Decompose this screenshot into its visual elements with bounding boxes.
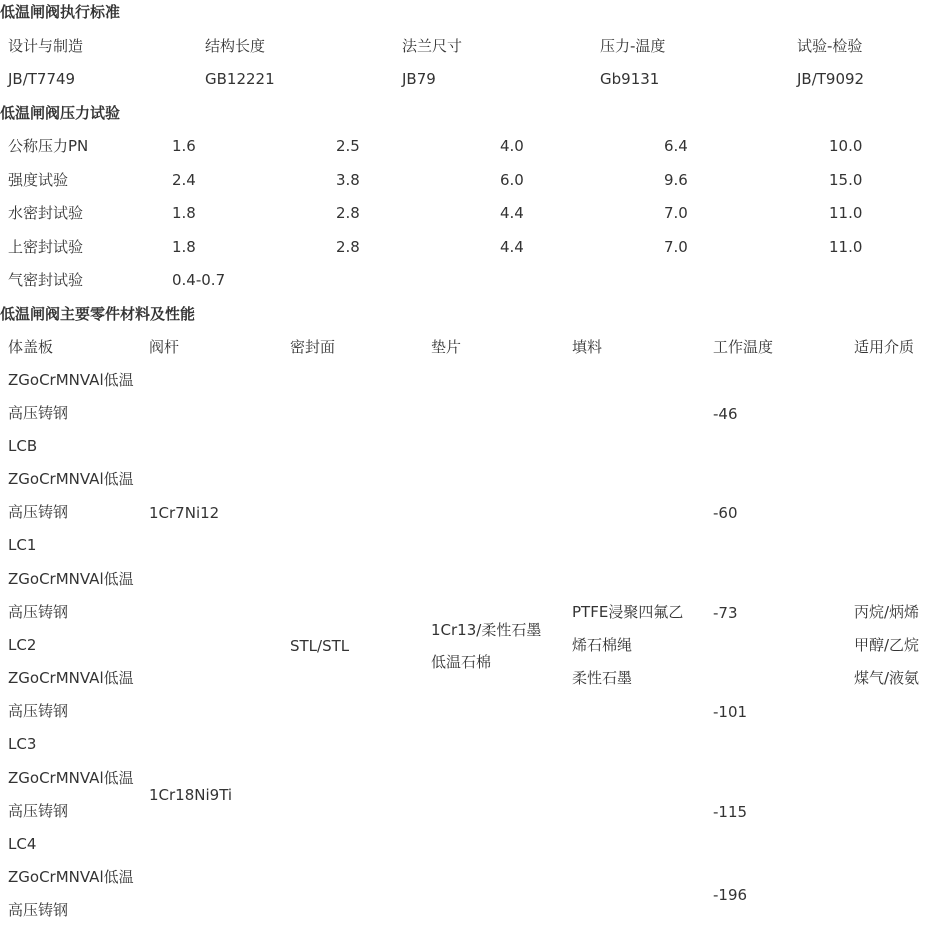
pressure-row-label: 公称压力PN (8, 137, 89, 155)
std-header-length: 结构长度 (205, 37, 266, 55)
pressure-row-label: 气密封试验 (8, 271, 84, 289)
std-header-pressure-temp: 压力-温度 (600, 37, 666, 55)
pressure-cell: 15.0 (829, 171, 863, 189)
body-material-line: ZGoCrMNVAl低温 (8, 371, 134, 389)
pressure-cell: 11.0 (829, 204, 863, 222)
std-header-flange: 法兰尺寸 (402, 37, 463, 55)
pressure-row-label: 上密封试验 (8, 238, 84, 256)
body-material-line: 高压铸钢 (8, 404, 69, 422)
std-value-flange: JB79 (402, 70, 436, 88)
body-material-line: 高压铸钢 (8, 503, 69, 521)
std-value-pressure-temp: Gb9131 (600, 70, 660, 88)
body-material-line: LC2 (8, 636, 37, 654)
pressure-cell: 1.6 (172, 137, 196, 155)
media-line: 甲醇/乙烷 (854, 636, 920, 654)
pressure-cell: 4.4 (500, 238, 524, 256)
body-material-line: ZGoCrMNVAl低温 (8, 769, 134, 787)
mat-header-gasket: 垫片 (431, 338, 462, 356)
mat-header-temperature: 工作温度 (713, 338, 774, 356)
pressure-cell: 2.5 (336, 137, 360, 155)
media-line: 丙烷/炳烯 (854, 603, 920, 621)
pressure-cell: 3.8 (336, 171, 360, 189)
body-material-line: ZGoCrMNVAl低温 (8, 669, 134, 687)
body-material-line: LC3 (8, 735, 37, 753)
pressure-cell: 4.0 (500, 137, 524, 155)
std-header-design: 设计与制造 (8, 37, 84, 55)
body-material-line: ZGoCrMNVAl低温 (8, 868, 134, 886)
pressure-cell: 2.4 (172, 171, 196, 189)
pressure-row-label: 强度试验 (8, 171, 69, 189)
pressure-cell: 2.8 (336, 238, 360, 256)
section-title-materials: 低温闸阀主要零件材料及性能 (0, 305, 196, 323)
body-material-line: LCB (8, 437, 38, 455)
stem-material: 1Cr7Ni12 (149, 504, 220, 522)
pressure-cell: 6.4 (664, 137, 688, 155)
gasket-material-line: 1Cr13/柔性石墨 (431, 621, 542, 639)
std-value-test: JB/T9092 (797, 70, 865, 88)
working-temperature: -196 (713, 886, 748, 904)
std-header-test: 试验-检验 (797, 37, 863, 55)
body-material-line: LC4 (8, 835, 37, 853)
packing-material-line: 柔性石墨 (572, 669, 633, 687)
body-material-line: 高压铸钢 (8, 802, 69, 820)
working-temperature: -60 (713, 504, 738, 522)
media-line: 煤气/液氨 (854, 669, 920, 687)
pressure-cell: 1.8 (172, 204, 196, 222)
pressure-cell: 6.0 (500, 171, 524, 189)
pressure-cell: 11.0 (829, 238, 863, 256)
pressure-cell: 10.0 (829, 137, 863, 155)
body-material-line: 高压铸钢 (8, 901, 69, 919)
mat-header-packing: 填料 (572, 338, 603, 356)
mat-header-seal-face: 密封面 (290, 338, 336, 356)
working-temperature: -115 (713, 803, 748, 821)
body-material-line: 高压铸钢 (8, 702, 69, 720)
seal-face-material: STL/STL (290, 637, 350, 655)
packing-material-line: 烯石棉绳 (572, 636, 633, 654)
body-material-line: LC1 (8, 536, 37, 554)
mat-header-media: 适用介质 (854, 338, 915, 356)
stem-material: 1Cr18Ni9Ti (149, 786, 233, 804)
working-temperature: -73 (713, 604, 738, 622)
body-material-line: ZGoCrMNVAl低温 (8, 470, 134, 488)
pressure-cell: 0.4-0.7 (172, 271, 226, 289)
pressure-cell: 4.4 (500, 204, 524, 222)
section-title-pressure-test: 低温闸阀压力试验 (0, 104, 121, 122)
body-material-line: 高压铸钢 (8, 603, 69, 621)
pressure-cell: 9.6 (664, 171, 688, 189)
pressure-cell: 7.0 (664, 204, 688, 222)
working-temperature: -101 (713, 703, 748, 721)
body-material-line: ZGoCrMNVAl低温 (8, 570, 134, 588)
std-value-design: JB/T7749 (8, 70, 76, 88)
pressure-cell: 2.8 (336, 204, 360, 222)
mat-header-stem: 阀杆 (149, 338, 180, 356)
packing-material-line: PTFE浸聚四氟乙 (572, 603, 684, 621)
mat-header-body: 体盖板 (8, 338, 54, 356)
pressure-cell: 1.8 (172, 238, 196, 256)
section-title-standards: 低温闸阀执行标准 (0, 3, 121, 21)
pressure-row-label: 水密封试验 (8, 204, 84, 222)
working-temperature: -46 (713, 405, 738, 423)
pressure-cell: 7.0 (664, 238, 688, 256)
gasket-material-line: 低温石棉 (431, 653, 492, 671)
std-value-length: GB12221 (205, 70, 275, 88)
